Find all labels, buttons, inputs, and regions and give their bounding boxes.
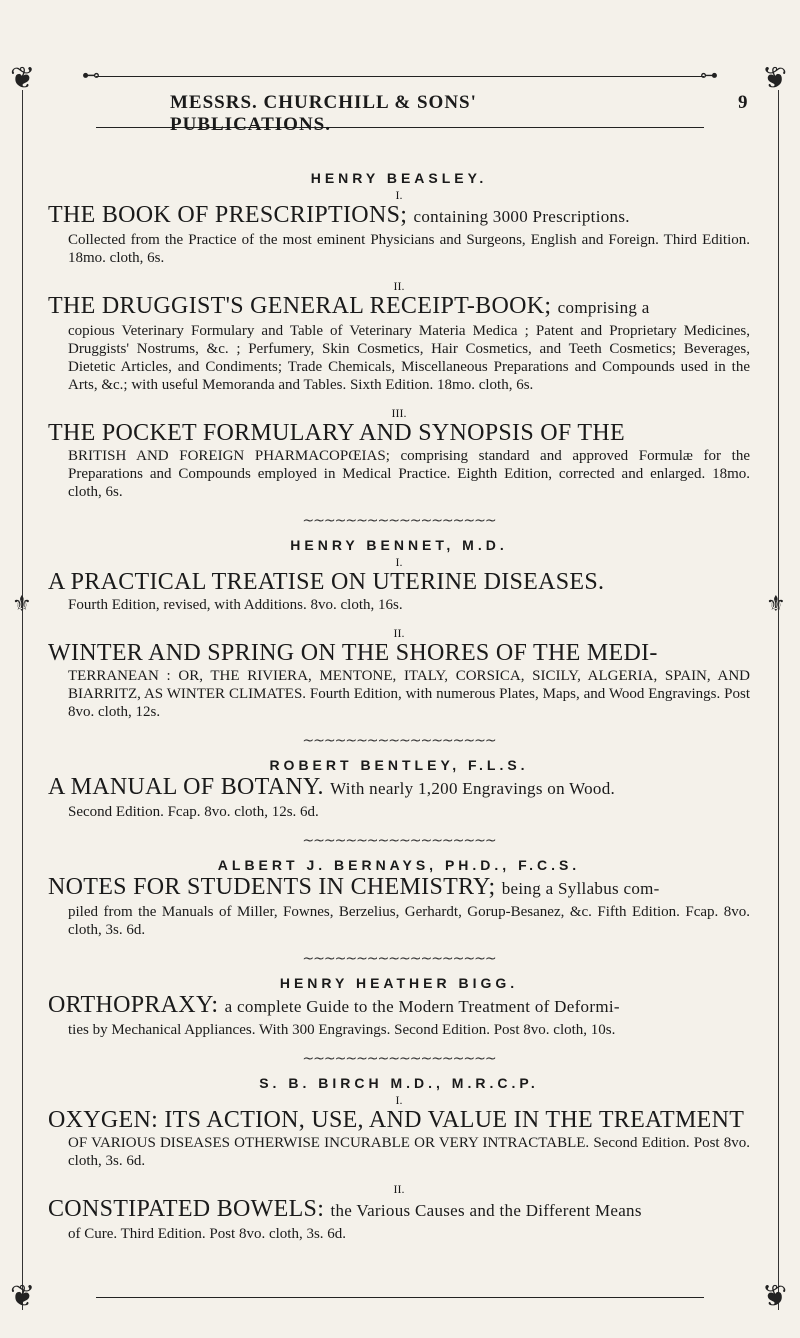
book-title: THE DRUGGIST'S GENERAL RECEIPT-BOOK; (48, 293, 552, 319)
entry-number: II. (393, 1182, 405, 1196)
author-heading: ROBERT BENTLEY, F.L.S. (269, 757, 529, 773)
wave-divider: ~~~~~~~~~~~~~~~~~~ (302, 733, 496, 749)
book-entry (48, 873, 750, 939)
entry-number: I. (395, 555, 403, 569)
book-title: NOTES FOR STUDENTS IN CHEMISTRY; (48, 874, 496, 900)
entry-number: II. (393, 279, 405, 293)
book-description: Second Edition. Fcap. 8vo. cloth, 12s. 6d. (68, 804, 319, 820)
book-subtitle: the Various Causes and the Different Means (330, 1201, 642, 1220)
book-title: OXYGEN: ITS ACTION, USE, AND VALUE IN THE TREATMENT (48, 1107, 745, 1133)
author-heading: S. B. BIRCH M.D., M.R.C.P. (259, 1075, 539, 1091)
book-description: copious Veterinary Formulary and Table of Veterinary Materia Medica ; Patent and Proprietary Medicines, Druggists' Nostrums, &c. ; Perfumery, Skin Cosmetics, Hair Cosmetics, and Teeth Cosmetics; Beverages, Dietetic Articles, and Condiments; Trade Chemicals, Miscellaneous Preparations and Compounds used in the Arts, &c.; with useful Memoranda and Tables. Sixth Edition. 18mo. cloth, 6s. (68, 323, 750, 393)
book-entry (48, 639, 750, 721)
catalogue-content (48, 170, 750, 1255)
bracket-ornament-left: ⊷ (82, 65, 100, 86)
wave-divider: ~~~~~~~~~~~~~~~~~~ (302, 1051, 496, 1067)
book-description: piled from the Manuals of Miller, Fownes, Berzelius, Gerhardt, Gorup-Besanez, &c. Fifth Edition. Fcap. 8vo. cloth, 3s. 6d. (68, 904, 750, 938)
entry-number: I. (395, 1093, 403, 1107)
book-description: Collected from the Practice of the most eminent Physicians and Surgeons, English and Foreign. Third Edition. 18mo. cloth, 6s. (68, 232, 750, 266)
author-heading: HENRY BENNET, M.D. (290, 537, 508, 553)
side-ornament-right: ⚜ (766, 592, 786, 617)
book-description: OF VARIOUS DISEASES OTHERWISE INCURABLE OR VERY INTRACTABLE. Second Edition. Post 8vo. cloth, 3s. 6d. (68, 1135, 750, 1169)
book-entry (48, 201, 750, 267)
book-title: THE POCKET FORMULARY AND SYNOPSIS OF THE (48, 420, 625, 446)
book-subtitle: being a Syllabus com- (501, 879, 660, 898)
right-border (778, 90, 779, 1310)
book-description: TERRANEAN : OR, THE RIVIERA, MENTONE, ITALY, CORSICA, SICILY, ALGERIA, SPAIN, AND BIARRITZ, AS WINTER CLIMATES. Fourth Edition, with numerous Plates, Maps, and Wood Engravings. Post 8vo. cloth, 12s. (68, 668, 750, 720)
book-entry (48, 1106, 750, 1170)
book-title: THE BOOK OF PRESCRIPTIONS; (48, 202, 408, 228)
corner-ornament-top-left: ❦ (10, 61, 36, 96)
entry-number: III. (391, 406, 407, 420)
author-heading: HENRY HEATHER BIGG. (279, 975, 519, 991)
author-heading: ALBERT J. BERNAYS, PH.D., F.C.S. (217, 857, 581, 873)
book-entry (48, 1195, 750, 1243)
book-title: CONSTIPATED BOWELS: (48, 1196, 325, 1222)
corner-ornament-bottom-left: ❦ (10, 1279, 36, 1314)
wave-divider: ~~~~~~~~~~~~~~~~~~ (302, 951, 496, 967)
book-subtitle: containing 3000 Prescriptions. (413, 207, 630, 226)
book-entry (48, 991, 750, 1039)
book-description: ties by Mechanical Appliances. With 300 Engravings. Second Edition. Post 8vo. cloth, 10s. (68, 1022, 616, 1038)
running-header: MESSRS. CHURCHILL & SONS' PUBLICATIONS. (170, 92, 477, 135)
wave-divider: ~~~~~~~~~~~~~~~~~~ (302, 513, 496, 529)
left-border (22, 90, 23, 1310)
page-number: 9 (738, 92, 748, 113)
corner-ornament-top-right: ❦ (762, 61, 788, 96)
book-subtitle: comprising a (557, 298, 650, 317)
book-subtitle: With nearly 1,200 Engravings on Wood. (330, 779, 616, 798)
book-entry (48, 292, 750, 394)
bottom-rule (96, 1297, 704, 1298)
entry-number: II. (393, 626, 405, 640)
book-title: WINTER AND SPRING ON THE SHORES OF THE MEDI- (48, 640, 658, 666)
author-heading: HENRY BEASLEY. (310, 170, 488, 186)
book-title: A PRACTICAL TREATISE ON UTERINE DISEASES. (48, 569, 605, 595)
side-ornament-left: ⚜ (12, 592, 32, 617)
book-title: ORTHOPRAXY: (48, 992, 219, 1018)
bracket-ornament-right: ⊶ (700, 65, 718, 86)
book-description: Fourth Edition, revised, with Additions. 8vo. cloth, 16s. (68, 597, 403, 613)
book-description: of Cure. Third Edition. Post 8vo. cloth, 3s. 6d. (68, 1226, 347, 1242)
wave-divider: ~~~~~~~~~~~~~~~~~~ (302, 833, 496, 849)
book-subtitle: a complete Guide to the Modern Treatment of Deformi- (224, 997, 620, 1016)
top-rule (96, 76, 704, 77)
book-title: A MANUAL OF BOTANY. (48, 774, 324, 800)
corner-ornament-bottom-right: ❦ (762, 1279, 788, 1314)
book-entry (48, 419, 750, 501)
book-entry (48, 568, 750, 614)
entry-number: I. (395, 188, 403, 202)
book-entry (48, 773, 750, 821)
book-description: BRITISH AND FOREIGN PHARMACOPŒIAS; comprising standard and approved Formulæ for the Preparations and Compounds employed in Medical Practice. Eighth Edition, corrected and enlarged. 18mo. cloth, 6s. (68, 448, 750, 500)
